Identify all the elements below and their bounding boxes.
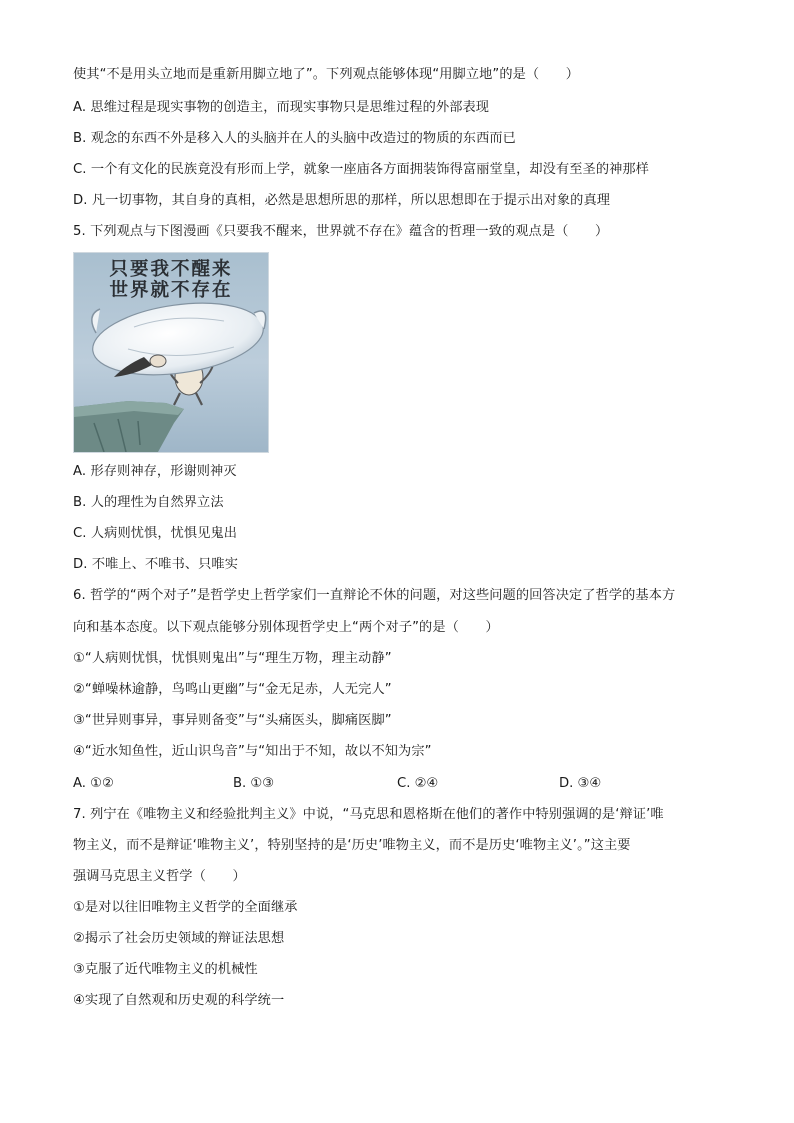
q7-stem-line1: 7. 列宁在《唯物主义和经验批判主义》中说，“马克思和恩格斯在他们的著作中特别强调的是‘辩证’唯 [73,807,664,822]
q5-option-a: A. 形存则神存，形谢则神灭 [73,464,237,479]
q7-item-3: ③克服了近代唯物主义的机械性 [73,962,258,977]
cartoon-caption-line1: 只要我不醒来 [109,259,233,280]
q4-option-a: A. 思维过程是现实事物的创造主，而现实事物只是思维过程的外部表现 [73,100,490,115]
q6-item-2: ②“蝉噪林逾静，鸟鸣山更幽”与“金无足赤，人无完人” [73,682,392,697]
q4-option-d: D. 凡一切事物，其自身的真相，必然是思想所思的那样，所以思想即在于提示出对象的真理 [73,193,611,208]
q4-option-c: C. 一个有文化的民族竟没有形而上学，就象一座庙各方面拥装饰得富丽堂皇，却没有至圣的神那样 [73,162,649,177]
q5-option-b: B. 人的理性为自然界立法 [73,495,224,510]
q6-item-4: ④“近水知鱼性，近山识鸟音”与“知出于不知，故以不知为宗” [73,744,432,759]
q6-choice-c: C. ②④ [397,776,439,791]
q5-stem: 5. 下列观点与下图漫画《只要我不醒来，世界就不存在》蕴含的哲理一致的观点是（ ） [73,224,609,239]
q6-item-3: ③“世异则事异，事异则备变”与“头痛医头，脚痛医脚” [73,713,392,728]
q5-option-d: D. 不唯上、不唯书、只唯实 [73,557,238,572]
q7-stem-line3: 强调马克思主义哲学（ ） [73,869,246,884]
q7-item-2: ②揭示了社会历史领域的辩证法思想 [73,931,285,946]
q6-choice-a: A. ①② [73,776,114,791]
q4-option-b: B. 观念的东西不外是移入人的头脑并在人的头脑中改造过的物质的东西而已 [73,131,516,146]
q6-stem-line2: 向和基本态度。以下观点能够分别体现哲学史上“两个对子”的是（ ） [73,620,499,635]
q6-stem-line1: 6. 哲学的“两个对子”是哲学史上哲学家们一直辩论不休的问题，对这些问题的回答决定了哲学的基本方 [73,588,676,603]
q6-item-1: ①“人病则忧惧，忧惧则鬼出”与“理生万物，理主动静” [73,651,392,666]
q5-option-c: C. 人病则忧惧，忧惧见鬼出 [73,526,238,541]
cartoon-caption-line2: 世界就不存在 [109,280,233,301]
q6-choice-d: D. ③④ [559,776,602,791]
q7-stem-line2: 物主义，而不是辩证‘唯物主义’，特别坚持的是‘历史’唯物主义，而不是历史‘唯物主义’。”这主要 [73,838,631,853]
q6-choice-b: B. ①③ [233,776,275,791]
q7-item-1: ①是对以往旧唯物主义哲学的全面继承 [73,900,298,915]
cartoon-image [73,252,269,453]
q4-stem-tail: 使其“不是用头立地而是重新用脚立地了”。下列观点能够体现“用脚立地”的是（ ） [73,67,580,82]
q7-item-4: ④实现了自然观和历史观的科学统一 [73,993,285,1008]
